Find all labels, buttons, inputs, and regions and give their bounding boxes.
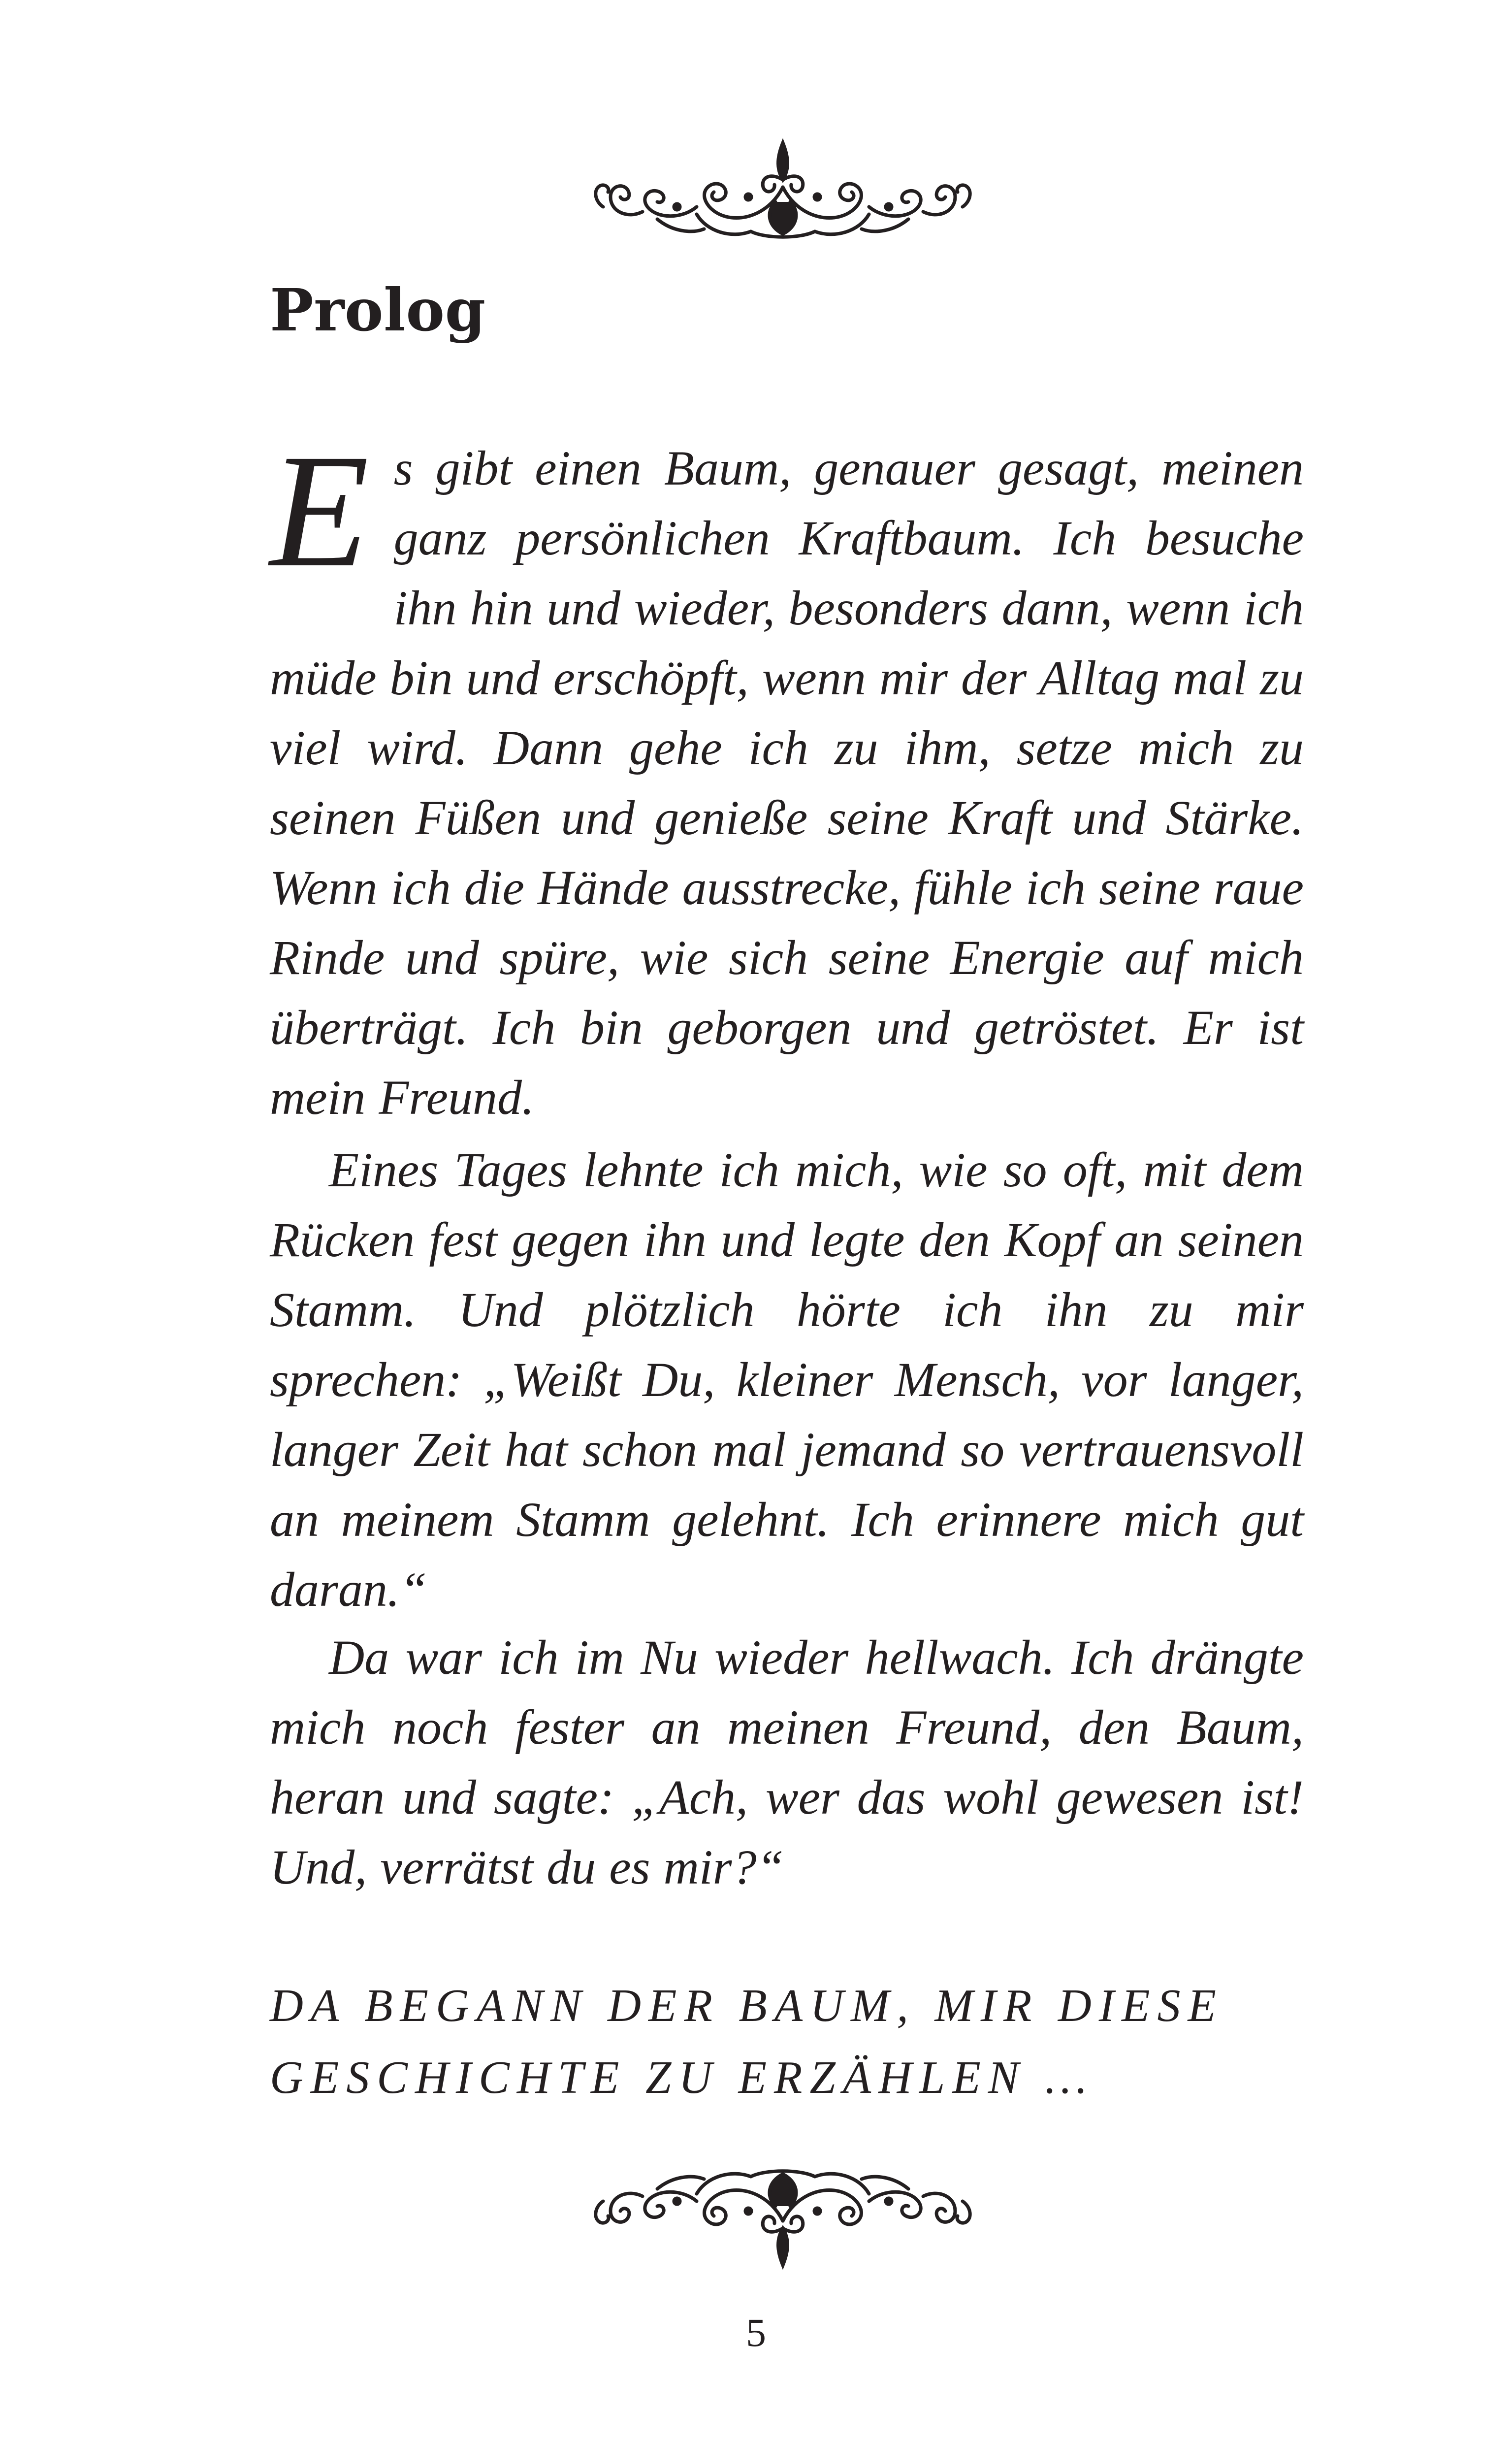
paragraph-1 [270, 421, 1304, 1133]
drop-cap: E [270, 421, 369, 601]
top-flourish-ornament [583, 133, 982, 251]
bottom-flourish-ornament [583, 2157, 982, 2275]
closing-line: DA BEGANN DER BAUM, MIR DIESE GESCHICHTE ZU ERZÄHLEN … [270, 1980, 1223, 2103]
page-title: Prolog [270, 276, 486, 344]
paragraph-2: Eines Tages lehnte ich mich, wie so oft, mit dem Rücken fest gegen ihn und legte den Kopf an seinen Stamm. Und plötzlich hörte ich ihn zu mir sprechen: „Weißt Du, kleiner Mensch, vor langer, langer Zeit hat schon mal jemand so vertrauensvoll an meinem Stamm gelehnt. Ich erinnere mich gut daran.“ [270, 1142, 1304, 1617]
paragraph-1-text: s gibt einen Baum, genauer gesagt, meinen ganz persönlichen Kraftbaum. Ich besuche ihn hin und wieder, besonders dann, wenn ich müde bin und erschöpft, wenn mir der Alltag mal zu viel wird. Dann gehe ich zu ihm, setze mich zu seinen Füßen und genieße seine Kraft und Stärke. Wenn ich die Hände ausstrecke, fühle ich seine raue Rinde und spüre, wie sich seine Energie auf mich überträgt. Ich bin geborgen und getröstet. Er ist mein Freund. [270, 441, 1304, 1125]
page-number: 5 [746, 2310, 766, 2355]
paragraph-3: Da war ich im Nu wieder hellwach. Ich drängte mich noch fester an meinen Freund, den Baum, heran und sagte: „Ach, wer das wohl gewesen ist! Und, verrätst du es mir?“ [270, 1630, 1304, 1894]
